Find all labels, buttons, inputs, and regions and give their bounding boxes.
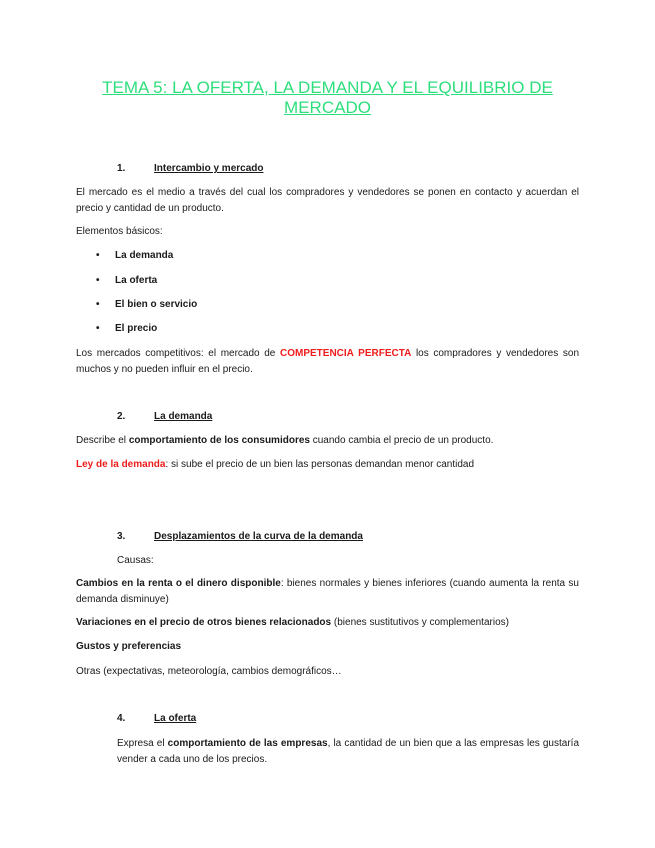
section-title: La oferta: [154, 713, 197, 724]
section-title: Desplazamientos de la curva de la demanda: [154, 531, 363, 542]
section-number: 4.: [117, 713, 126, 724]
cause-income: [76, 576, 579, 608]
bold-text: comportamiento de los consumidores: [128, 435, 310, 446]
bold-text: Variaciones en el precio de otros bienes relacionados: [76, 617, 332, 628]
text-run: Los mercados competitivos: el mercado de: [76, 348, 280, 359]
bullet-icon: •: [96, 323, 100, 334]
causes-label: Causas:: [117, 555, 154, 566]
list-item: [96, 250, 173, 261]
text-run: : bienes normales y bienes inferiores (cuando aumenta la renta su demanda disminuye): [76, 578, 579, 605]
bold-text: comportamiento de las empresas: [167, 738, 328, 749]
demand-description: [76, 433, 579, 449]
section-3-heading: [117, 531, 363, 542]
list-item-label: La demanda: [115, 250, 174, 261]
text-run: los compradores y vendedores son muchos y no pueden influir en el precio.: [76, 348, 580, 375]
cause-tastes: Gustos y preferencias: [76, 641, 182, 652]
section-2-heading: [117, 411, 212, 422]
law-of-demand: [76, 457, 579, 473]
section-title: La demanda: [154, 411, 213, 422]
supply-description: [117, 736, 579, 768]
document-title: [60, 78, 595, 118]
section-number: 1.: [117, 163, 126, 174]
list-item-label: El bien o servicio: [115, 299, 198, 310]
cause-others: Otras (expectativas, meteorología, cambios demográficos…: [76, 666, 342, 677]
text-run: cuando cambia el precio de un producto.: [309, 435, 494, 446]
text-run: Expresa el: [117, 738, 168, 749]
section-1-heading: [117, 163, 263, 174]
elements-label: Elementos básicos:: [76, 226, 163, 237]
title-line-2: MERCADO: [284, 98, 371, 117]
list-item: [96, 299, 197, 310]
text-run: : si sube el precio de un bien las personas demandan menor cantidad: [165, 459, 475, 470]
section-4-heading: [117, 713, 196, 724]
section-number: 2.: [117, 411, 126, 422]
list-item-label: La oferta: [115, 275, 158, 286]
list-item-label: El precio: [115, 323, 158, 334]
section-1-intro: El mercado es el medio a través del cual los compradores y vendedores se ponen en contacto y acuerdan el precio y cantidad de un producto.: [76, 187, 579, 214]
bold-text: Cambios en la renta o el dinero disponible: [76, 578, 281, 589]
text-run: (bienes sustitutivos y complementarios): [331, 617, 509, 628]
competitive-markets-paragraph: [76, 346, 579, 378]
list-item: [96, 275, 157, 286]
text-run: Describe el: [76, 435, 129, 446]
section-title: Intercambio y mercado: [154, 163, 264, 174]
highlight-text: Ley de la demanda: [76, 459, 166, 470]
cause-related-goods: [76, 615, 579, 631]
bullet-icon: •: [96, 250, 100, 261]
bullet-icon: •: [96, 299, 100, 310]
section-number: 3.: [117, 531, 126, 542]
list-item: [96, 323, 157, 334]
title-line-1: TEMA 5: LA OFERTA, LA DEMANDA Y EL EQUILIBRIO DE: [102, 78, 553, 97]
highlight-text: COMPETENCIA PERFECTA: [280, 348, 412, 359]
bullet-icon: •: [96, 275, 100, 286]
text-run: , la cantidad de un bien que a las empresas les gustaría vender a cada uno de los precios.: [117, 738, 580, 765]
